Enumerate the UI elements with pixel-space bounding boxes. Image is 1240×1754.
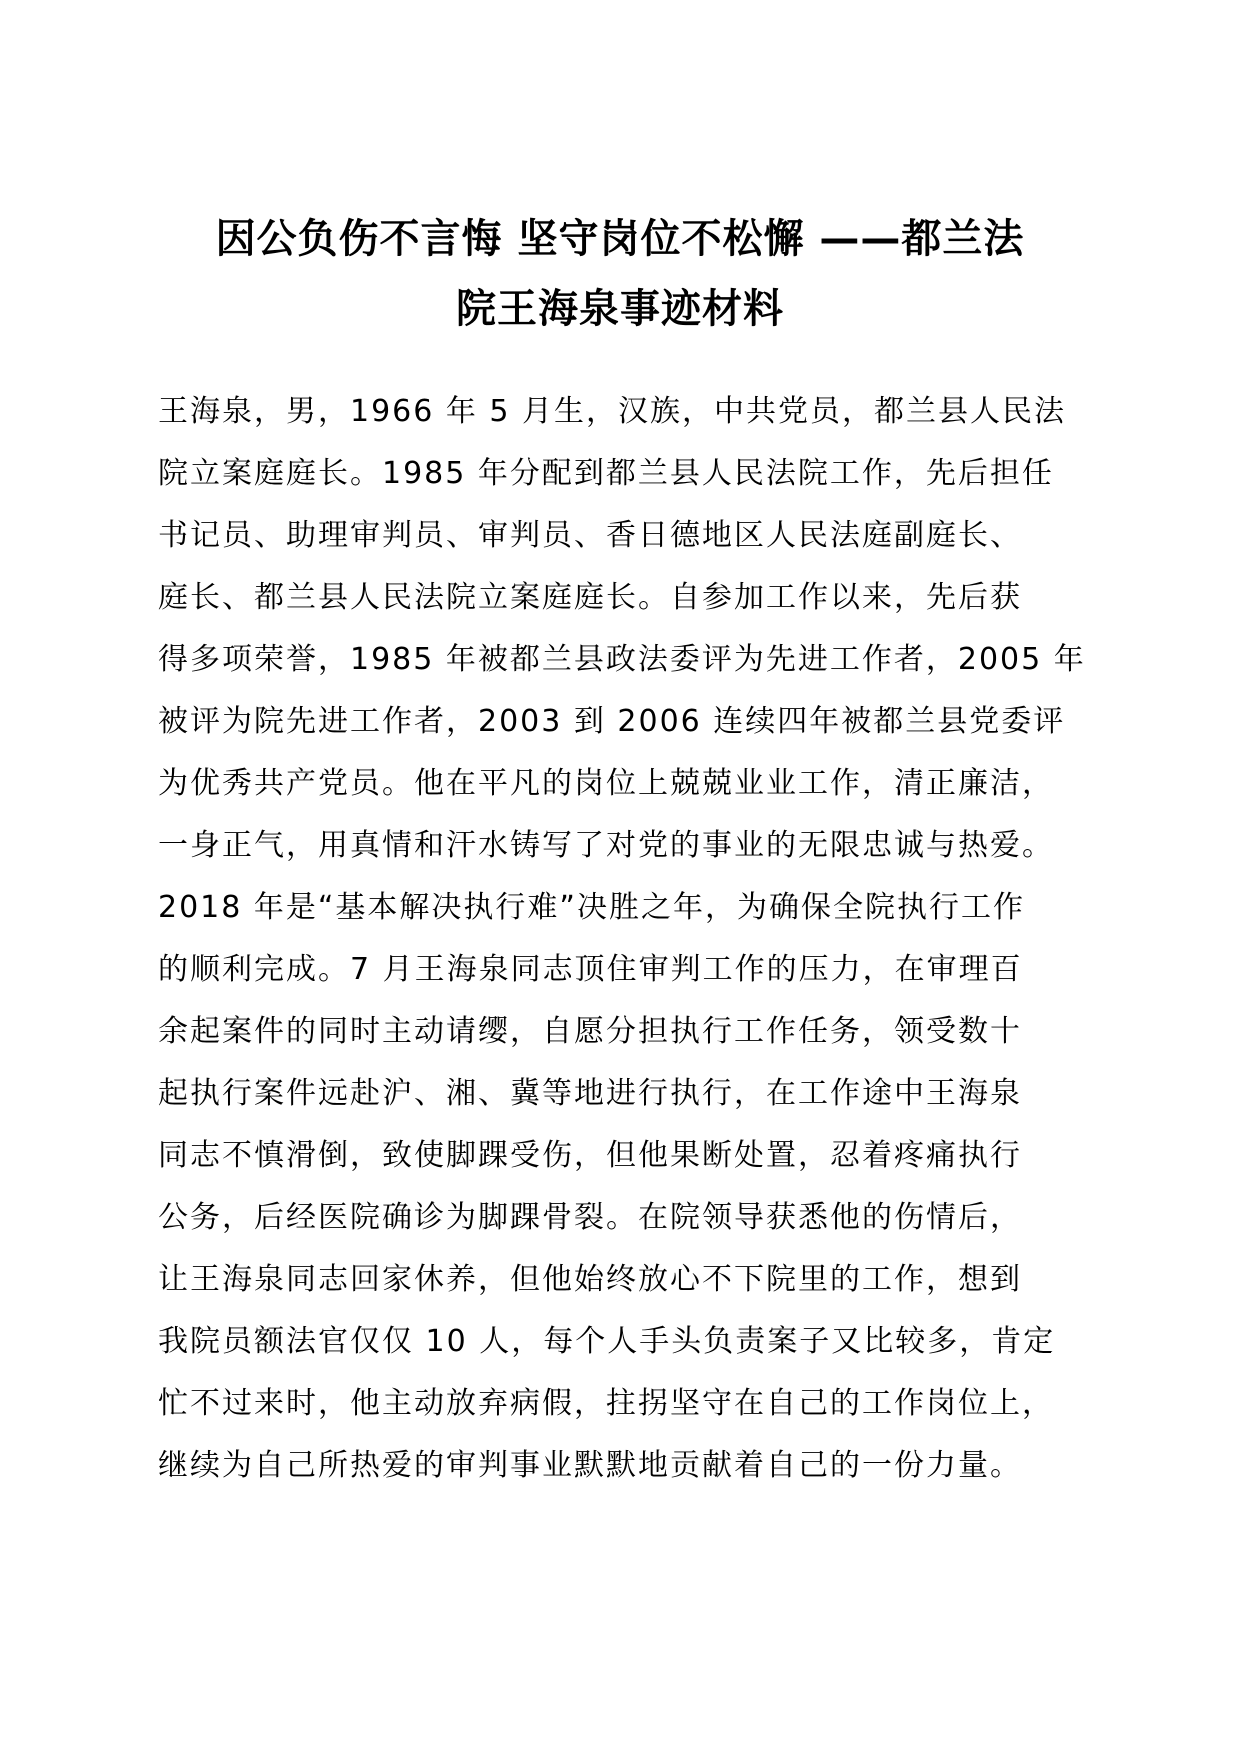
title-line: 院王海泉事迹材料 (456, 286, 784, 332)
body-line: 书记员、助理审判员、审判员、香日德地区人民法庭副庭长、 (158, 518, 1022, 553)
body-line: 2018 年是“基本解决执行难”决胜之年，为确保全院执行工作 (158, 890, 1025, 925)
title-line: 因公负伤不言悔 坚守岗位不松懈 ——都兰法 (215, 216, 1025, 262)
body-line: 起执行案件远赴沪、湘、冀等地进行执行，在工作途中王海泉 (158, 1076, 1022, 1111)
body-line: 我院员额法官仅仅 10 人，每个人手头负责案子又比较多，肯定 (158, 1324, 1056, 1359)
body-line: 王海泉，男，1966 年 5 月生，汉族，中共党员，都兰县人民法 (158, 394, 1067, 429)
body-line: 的顺利完成。7 月王海泉同志顶住审判工作的压力，在审理百 (158, 952, 1023, 987)
body-line: 一身正气，用真情和汗水铸写了对党的事业的无限忠诚与热爱。 (158, 828, 1054, 863)
body-line: 被评为院先进工作者，2003 到 2006 连续四年被都兰县党委评 (158, 704, 1066, 739)
body-line: 院立案庭庭长。1985 年分配到都兰县人民法院工作，先后担任 (158, 456, 1054, 491)
body-line: 让王海泉同志回家休养，但他始终放心不下院里的工作，想到 (158, 1262, 1022, 1297)
body-paragraph (158, 381, 1098, 1497)
body-line: 得多项荣誉，1985 年被都兰县政法委评为先进工作者，2005 年 (158, 642, 1086, 677)
body-line: 庭长、都兰县人民法院立案庭庭长。自参加工作以来，先后获 (158, 580, 1022, 615)
document-title (150, 204, 1090, 344)
body-line: 同志不慎滑倒，致使脚踝受伤，但他果断处置，忍着疼痛执行 (158, 1138, 1022, 1173)
body-line: 为优秀共产党员。他在平凡的岗位上兢兢业业工作，清正廉洁， (158, 766, 1054, 801)
body-line: 余起案件的同时主动请缨，自愿分担执行工作任务，领受数十 (158, 1014, 1022, 1049)
body-line: 继续为自己所热爱的审判事业默默地贡献着自己的一份力量。 (158, 1448, 1022, 1483)
body-line: 忙不过来时，他主动放弃病假，拄拐坚守在自己的工作岗位上， (158, 1386, 1054, 1421)
body-line: 公务，后经医院确诊为脚踝骨裂。在院领导获悉他的伤情后， (158, 1200, 1022, 1235)
